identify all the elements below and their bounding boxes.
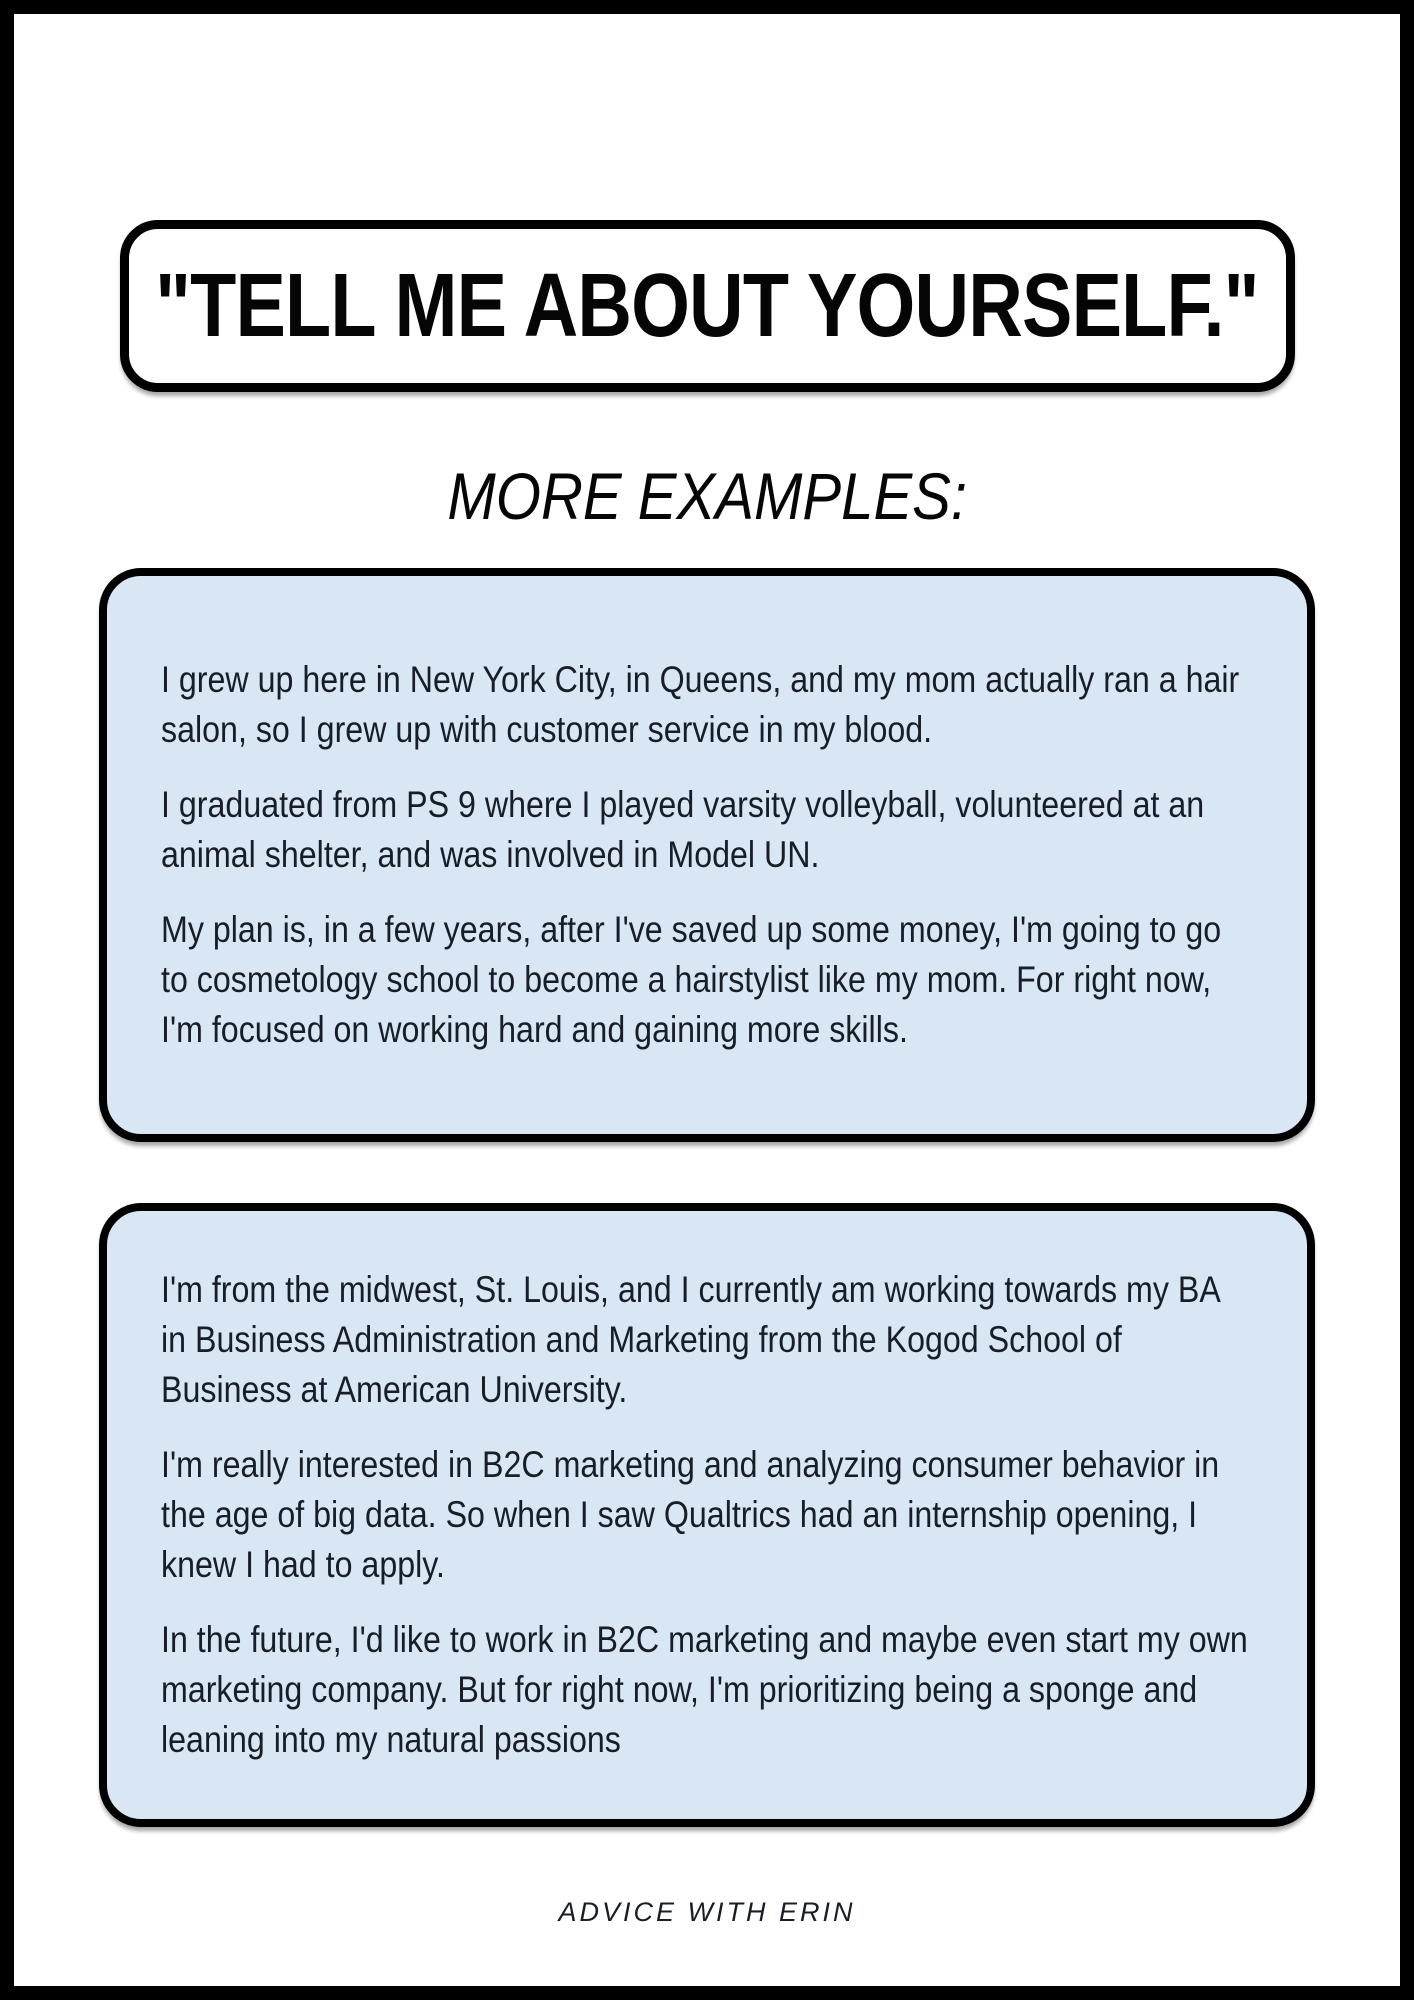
example-paragraph: I grew up here in New York City, in Queens, and my mom actually ran a hair salon, so I grew up with customer service in my blood. (161, 659, 1240, 750)
example-paragraph: In the future, I'd like to work in B2C marketing and maybe even start my own marketing company. But for right now, I'm prioritizing being a sponge and leaning into my natural passions (161, 1619, 1248, 1760)
page-title: "TELL ME ABOUT YOURSELF." (155, 255, 1259, 356)
subtitle-text: MORE EXAMPLES: (447, 459, 967, 533)
title-box (120, 220, 1295, 392)
example-box-2 (99, 1203, 1315, 1827)
subtitle (14, 458, 1400, 534)
example-box-1-text (161, 630, 1253, 1080)
example-box-2-text (161, 1240, 1253, 1790)
example-box-1 (99, 568, 1315, 1142)
example-paragraph: I'm really interested in B2C marketing and analyzing consumer behavior in the age of big data. So when I saw Qualtrics had an internship opening, I knew I had to apply. (161, 1444, 1220, 1585)
example-paragraph: I'm from the midwest, St. Louis, and I currently am working towards my BA in Business Administration and Marketing from the Kogod School of Business at American University. (161, 1269, 1220, 1410)
example-paragraph: I graduated from PS 9 where I played varsity volleyball, volunteered at an animal shelter, and was involved in Model UN. (161, 784, 1205, 875)
footer-credit: ADVICE WITH ERIN (558, 1897, 856, 1927)
example-paragraph: My plan is, in a few years, after I've saved up some money, I'm going to go to cosmetology school to become a hairstylist like my mom. For right now, I'm focused on working hard and gaining more skills. (161, 909, 1222, 1050)
